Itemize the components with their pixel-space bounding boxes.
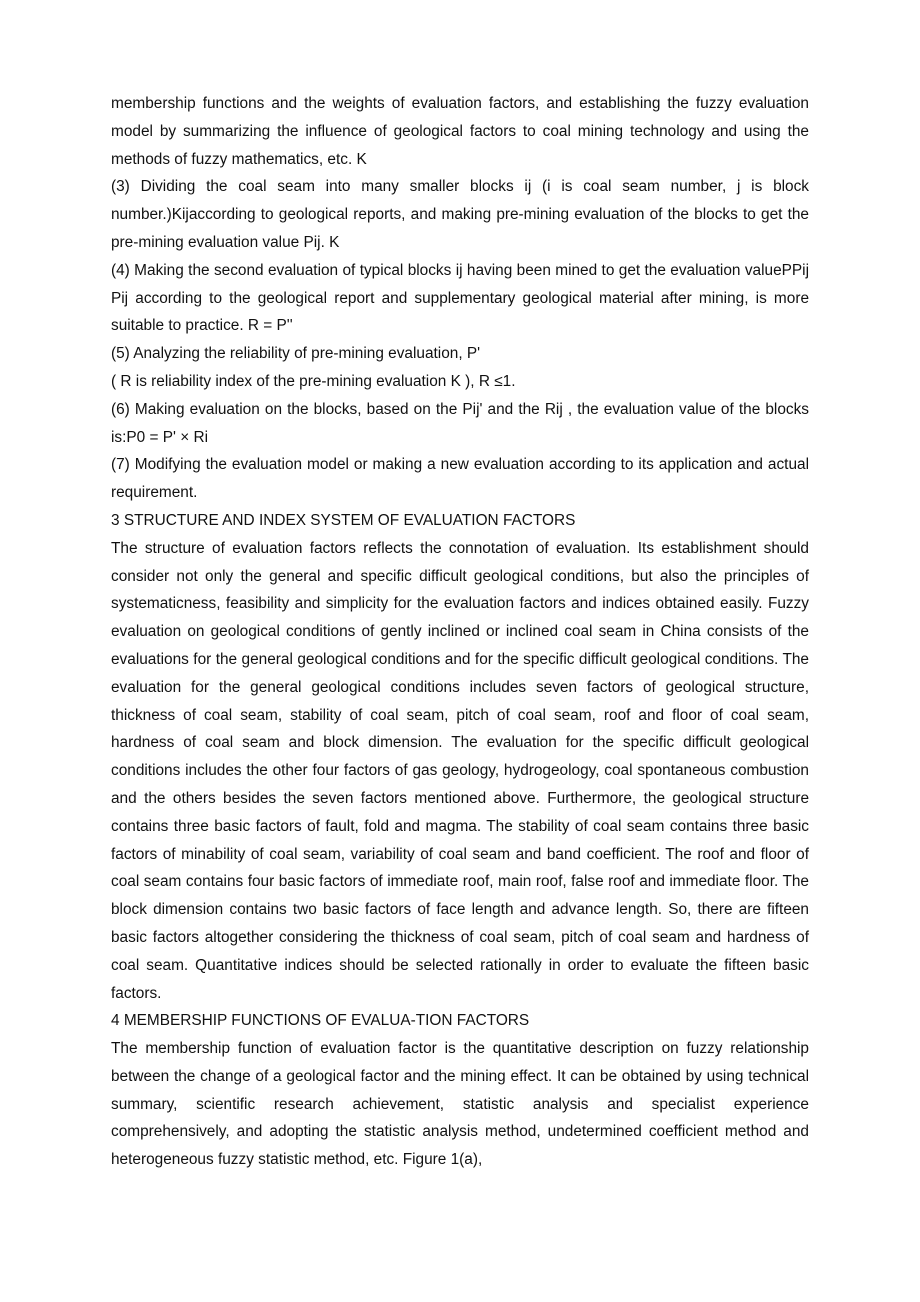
paragraph-step-5: (5) Analyzing the reliability of pre-mining evaluation, P' <box>111 345 481 363</box>
paragraph-step-7: (7) Modifying the evaluation model or making a new evaluation according to its application and actual requirement. <box>111 456 809 502</box>
paragraph-reliability-note: ( R is reliability index of the pre-mining evaluation K ), R ≤1. <box>111 372 516 390</box>
section-heading-4: 4 MEMBERSHIP FUNCTIONS OF EVALUA-TION FACTORS <box>111 1012 530 1030</box>
paragraph-section-4-body: The membership function of evaluation factor is the quantitative description on fuzzy relationship between the change of a geological factor and the mining effect. It can be obtained by using technical summary, scientific research achievement, statistic analysis and specialist experience comprehensively, and adopting the statistic analysis method, undetermined coefficient method and heterogeneous fuzzy statistic method, etc. Figure 1(a), <box>111 1040 809 1169</box>
section-heading-3: 3 STRUCTURE AND INDEX SYSTEM OF EVALUATION FACTORS <box>111 511 576 529</box>
document-page <box>111 90 809 1174</box>
paragraph-step-3: (3) Dividing the coal seam into many smaller blocks ij (i is coal seam number, j is block number.)Kijaccording to geological reports, and making pre-mining evaluation of the blocks to get the pre-mining evaluation value Pij. K <box>111 178 809 251</box>
paragraph-step-2-continued: membership functions and the weights of evaluation factors, and establishing the fuzzy evaluation model by summarizing the influence of geological factors to coal mining technology and using the methods of fuzzy mathematics, etc. K <box>111 95 809 168</box>
paragraph-section-3-body: The structure of evaluation factors reflects the connotation of evaluation. Its establishment should consider not only the general and specific difficult geological conditions, but also the principles of systematicness, feasibility and simplicity for the evaluation factors and indices obtained easily. Fuzzy evaluation on geological conditions of gently inclined or inclined coal seam in China consists of the evaluations for the general geological conditions and for the specific difficult geological conditions. The evaluation for the general geological conditions includes seven factors of geological structure, thickness of coal seam, stability of coal seam, pitch of coal seam, roof and floor of coal seam, hardness of coal seam and block dimension. The evaluation for the specific difficult geological conditions includes the other four factors of gas geology, hydrogeology, coal spontaneous combustion and the others besides the seven factors mentioned above. Furthermore, the geological structure contains three basic factors of fault, fold and magma. The stability of coal seam contains three basic factors of minability of coal seam, variability of coal seam and band coefficient. The roof and floor of coal seam contains four basic factors of immediate roof, main roof, false roof and immediate floor. The block dimension contains two basic factors of face length and advance length. So, there are fifteen basic factors altogether considering the thickness of coal seam, pitch of coal seam and hardness of coal seam. Quantitative indices should be selected rationally in order to evaluate the fifteen basic factors. <box>111 539 809 1002</box>
paragraph-step-4: (4) Making the second evaluation of typical blocks ij having been mined to get the evaluation valuePPij Pij according to the geological report and supplementary geological material after mining, is more suitable to practice. R = P'' <box>111 261 809 335</box>
paragraph-step-6: (6) Making evaluation on the blocks, based on the Pij' and the Rij , the evaluation value of the blocks is:P0 = P' × Ri <box>111 400 809 446</box>
